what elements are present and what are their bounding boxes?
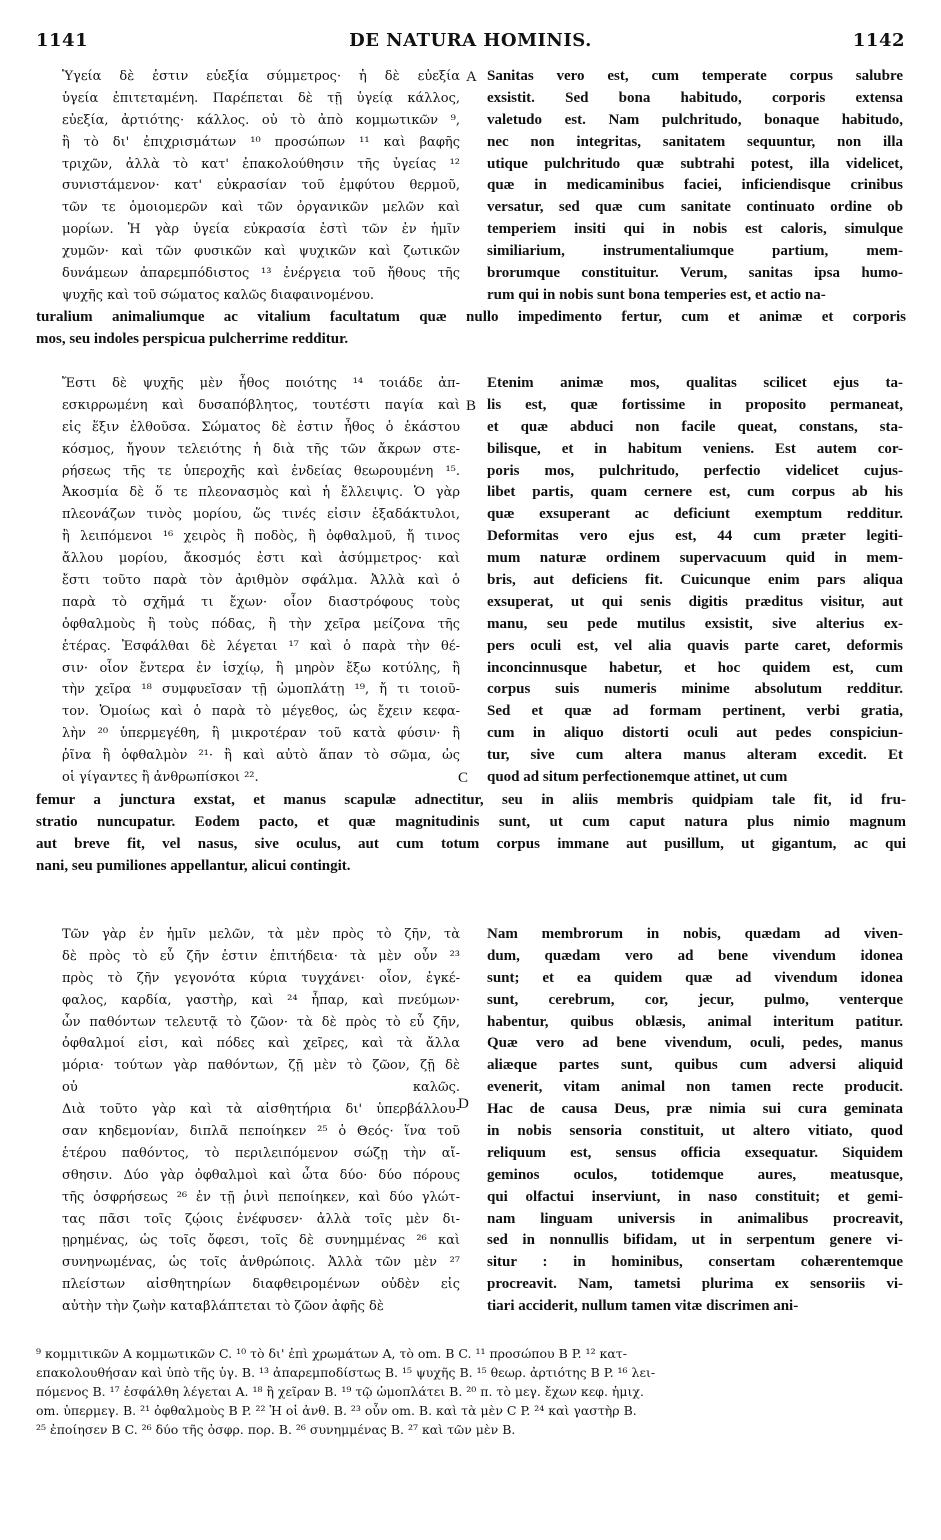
text-line: cum in aliquo distorti oculi aut pedes conspiciun- — [487, 725, 903, 742]
text-line: tur, sive cum altera manus alteram excedit. Et — [487, 747, 903, 764]
text-line: rum qui in nobis sunt bona temperies est, et actio na- — [487, 286, 826, 303]
text-line: sunt, cerebrum, cor, jecur, pulmo, venterque — [487, 991, 903, 1008]
text-line: dum, quædam vero ad bene vivendum idonea — [487, 947, 903, 964]
text-line: εἰς ἕξιν ἐλθοῦσα. Σώματος δὲ ἐστιν ἦθος ὁ ἑκάστου — [62, 419, 460, 435]
text-line: Sed et quæ ad formam pertinent, verbi gratia, — [487, 703, 903, 720]
text-line: ῥῖνα ἢ ὀφθαλμὸν ²¹· ἢ καὶ αὐτὸ ἅπαν τὸ σῶμα, ὡς — [62, 748, 460, 764]
text-line: χυμῶν· καὶ τῶν φυσικῶν καὶ ψυχικῶν καὶ ζωτικῶν — [62, 244, 460, 260]
text-line: συνιστάμενον· κατ' εὐκρασίαν τοῦ ἐμφύτου θερμοῦ, — [62, 178, 460, 194]
text-line: τας πᾶσι τοῖς ζῴοις ἐνέφυσεν· ἀλλὰ τοῖς μὲν δι- — [62, 1211, 460, 1227]
text-line: et quæ abduci non facile queat, constans, sta- — [487, 418, 903, 435]
text-line: δυνάμεων ἀπαρεμπόδιστος ¹³ ἐνέργεια τοῦ ἤθους τῆς — [62, 266, 460, 282]
latin-column-sec3 — [487, 924, 903, 1318]
full-width-sec2 — [36, 790, 906, 878]
greek-column-sec2 — [62, 373, 460, 789]
text-line: ἄλλου μορίου, ἄκοσμός ἐστι καὶ ἀσύμμετρος· καὶ — [62, 551, 460, 567]
text-line: τριχῶν, ἀλλὰ τὸ κατ' ἐπακολούθησιν τῆς ὑγείας ¹² — [62, 156, 460, 172]
text-line: μόρια· τούτων γὰρ παθόντων, ζῇ μὲν τὸ ζῶον, ζῇ δὲ — [62, 1058, 460, 1074]
text-line: Quæ vero ad bene vivendum, oculi, pedes, manus — [487, 1035, 903, 1052]
right-page-number: 1142 — [852, 30, 905, 51]
latin-column-sec2 — [487, 373, 903, 789]
text-line: μορίων. Ἡ γὰρ ὑγεία εὐκρασία ἐστὶ τῶν ἐν ἡμῖν — [62, 222, 460, 238]
text-line: ἢ λειπόμενοι ¹⁶ χειρὸς ἢ ποδὸς, ἢ ὀφθαλμοῦ, ἤ τινος — [62, 529, 460, 545]
text-line: lis est, quæ fortissime in proposito permaneat, — [487, 396, 903, 413]
text-line: exsuperat, ut qui senis digitis præditus visitur, aut — [487, 593, 903, 610]
text-line: bris, aut deficiens fit. Cuicunque enim pars aliqua — [487, 572, 903, 589]
text-line: λὴν ²⁰ ὑπερμεγέθη, ἢ μικροτέραν τοῦ κατὰ φύσιν· ἢ — [62, 726, 460, 742]
text-line: geminos oculos, totidemque aures, meatusque, — [487, 1166, 903, 1183]
text-line: aliæque partes sunt, quibus cum adversi aliquid — [487, 1057, 903, 1074]
footnotes — [36, 1344, 906, 1439]
text-line: σαν κηδεμονίαν, διπλᾶ πεποίηκεν ²⁵ ὁ Θεός· ἵνα τοῦ — [62, 1124, 460, 1140]
text-line: τῆς ὀσφρήσεως ²⁶ ἐν τῇ ῥινὶ πεποίηκεν, καὶ δύο γλώτ- — [62, 1189, 460, 1205]
margin-marker-a: A — [466, 69, 477, 85]
text-line: ἑτέρας. Ἐσφάλθαι δὲ λέγεται ¹⁷ καὶ ὁ παρὰ τὴν θέ- — [62, 638, 460, 654]
text-line: femur a junctura exstat, et manus scapulæ adnectitur, seu in aliis membris quidpiam tale fit, id fru- — [36, 792, 906, 808]
text-line: αὐτὴν τὴν ζωὴν καταβλάπτεται τὸ ζῶον ἀφῆς δὲ — [62, 1299, 384, 1315]
text-line: qui olfactui inserviunt, in naso constituit; et gemi- — [487, 1188, 903, 1205]
text-line: τῶν τε ὁμοιομερῶν καὶ τῶν ὀργανικῶν μελῶν καὶ — [62, 200, 460, 216]
text-line: σθησιν. Δύο γὰρ ὀφθαλμοὶ καὶ ὦτα δύο· δύο πόρους — [62, 1167, 460, 1183]
text-line: Ἔστι δὲ ψυχῆς μὲν ἦθος ποιότης ¹⁴ τοιάδε ἀπ- — [62, 376, 460, 391]
text-line: om. ὑπερμεγ. B. ²¹ ὀφθαλμοὺς B P. ²² Ἡ οἱ ἀνθ. B. ²³ οὖν om. B. καὶ τὰ μὲν C P. ²⁴ καὶ γαστὴρ B. — [36, 1403, 637, 1418]
text-line: quæ in medicaminibus faciei, inficiendisque crinibus — [487, 177, 903, 194]
text-line: similiarium, instrumentaliumque partium, mem- — [487, 243, 903, 260]
text-line: ἢ τὸ δι' ἐπιχρισμάτων ¹⁰ προσώπων ¹¹ καὶ βαφῆς — [62, 134, 460, 150]
text-line: ὀφθαλμοὺς ἢ τοὺς πόδας, ἢ τὴν χεῖρα μείζονα τῆς — [62, 616, 460, 632]
text-line: πλεονάζων τινὸς μορίου, ὥς τινές εἰσιν ἑξαδάκτυλοι, — [62, 507, 460, 523]
text-line: Deformitas vero ejus est, 44 cum præter legiti- — [487, 528, 903, 545]
text-line: εσκιρρωμένη καὶ δυσαπόβλητος, τουτέστι παγία καὶ — [62, 397, 460, 413]
text-line: aut breve fit, vel nasus, sive oculus, aut cum totum corpus immane aut pusillum, ut gigantum, ac qui — [36, 835, 906, 852]
text-line: ²⁵ ἐποίησεν B C. ²⁶ δύο τῆς ὀσφρ. πορ. B. ²⁶ συνημμένας B. ²⁷ καὶ τῶν μὲν B. — [36, 1422, 516, 1437]
greek-column-sec1 — [62, 66, 460, 307]
text-line: Sanitas vero est, cum temperate corpus salubre — [487, 68, 903, 84]
text-line: κόσμος, ἤγουν τελειότης ἡ διὰ τῆς τῶν ἄκρων στε- — [62, 441, 460, 457]
text-line: ἑτέρου παθόντος, τὸ περιλειπόμενον σώζῃ τὴν αἴ- — [62, 1145, 460, 1161]
left-page-number: 1141 — [36, 30, 89, 51]
text-line: manu, seu pede mutilus exsistit, sive alterius ex- — [487, 615, 903, 632]
text-line: Ἀκοσμία δὲ ὅ τε πλεονασμὸς καὶ ἡ ἔλλειψις. Ὁ γὰρ — [62, 485, 460, 501]
text-line: habentur, quibus oblæsis, animal interitum patitur. — [487, 1013, 903, 1030]
text-line: παρὰ τὸ σχῆμά τι ἔχων· οἷον διαστρόφους τοὺς — [62, 594, 460, 610]
text-line: δὲ πρὸς τὸ εὖ ζῆν ἐστιν ἐπιτήδεια· τὰ μὲν οὖν ²³ — [62, 948, 460, 964]
text-line: tiari acciderit, nullum tamen vitæ discrimen ani- — [487, 1298, 799, 1315]
text-line: turalium animaliumque ac vitalium facultatum quæ nullo impedimento fertur, cum et animæ et corporis — [36, 309, 906, 325]
text-line: reliquum est, sensus officia exsequatur. Siquidem — [487, 1144, 903, 1161]
text-line: procreavit. Nam, tametsi plurima ex sensoriis vi- — [487, 1276, 903, 1293]
text-line: ὑγεία ἐπιτεταμένη. Παρέπεται δὲ τῇ ὑγείᾳ κάλλος, — [62, 90, 460, 106]
text-line: stratio nuncupatur. Eodem pacto, et quæ magnitudinis sunt, ut cum caput natura plus nimio magnum — [36, 813, 906, 830]
text-line: Etenim animæ mos, qualitas scilicet ejus ta- — [487, 375, 903, 391]
text-line: poris mos, pulchritudo, perfectio videlicet cujus- — [487, 462, 903, 479]
text-line: brorumque constituitur. Verum, sanitas ipsa humo- — [487, 265, 903, 282]
text-line: εὐεξία, ἀρτιότης· κάλλος. οὐ τὸ ἀπὸ κομμωτικῶν ⁹, — [62, 112, 460, 128]
text-line: situr : in hominibus, consertam cohærentemque — [487, 1254, 903, 1271]
text-line: πρὸς τὸ ζῆν γεγονότα κύρια τυγχάνει· οἷον, ἐγκέ- — [62, 970, 460, 986]
text-line: Τῶν γὰρ ἐν ἡμῖν μελῶν, τὰ μὲν πρὸς τὸ ζῆν, τὰ — [62, 927, 460, 942]
text-line: φαλος, καρδία, γαστὴρ, καὶ ²⁴ ἧπαρ, καὶ πνεύμων· — [62, 992, 460, 1008]
text-line: Διὰ τοῦτο γὰρ καὶ τὰ αἰσθητήρια δι' ὑπερβάλλου- — [62, 1102, 460, 1118]
text-line: exsistit. Sed bona habitudo, corporis extensa — [487, 89, 903, 106]
margin-marker-d: D — [458, 1096, 469, 1112]
text-line: in nobis sensoria constituit, ut altero vitiato, quod — [487, 1123, 903, 1140]
running-title: DE NATURA HOMINIS. — [349, 30, 592, 51]
text-line: σιν· οἷον ἔντερα ἐν ἰσχίῳ, ἢ μηρὸν ἔξω κοτύλης, ἢ — [62, 660, 460, 676]
text-line: ῃρημένας, ὡς τοῖς ὄφεσι, τοῖς δὲ συνημμένας ²⁶ καὶ — [62, 1233, 460, 1249]
text-line: evenerit, vitam animal non tamen recte producit. — [487, 1079, 903, 1096]
margin-marker-c: C — [458, 770, 469, 786]
text-line: valetudo est. Nam pulchritudo, bonaque habitudo, — [487, 111, 903, 128]
text-line: utique pulchritudo quæ subtrahi potest, illa videlicet, — [487, 155, 903, 172]
text-line: ὀφθαλμοί εἰσι, καὶ πόδες καὶ χεῖρες, καὶ τὰ ἄλλα — [62, 1036, 460, 1052]
text-line: τον. Ὁμοίως καὶ ὁ παρὰ τὸ μέγεθος, ὡς ἔχειν κεφα- — [62, 704, 460, 720]
text-line: bilisque, et in habitum veniens. Est autem cor- — [487, 440, 903, 457]
text-line: corpus suis numeris minime absolutum redditur. — [487, 681, 903, 698]
text-line: versatur, sed quæ cum sanitate continuato ordine ob — [487, 199, 903, 216]
text-line: ὧν παθόντων τελευτᾷ τὸ ζῶον· τὰ δὲ πρὸς τὸ εὖ ζῆν, — [62, 1014, 460, 1030]
text-line: ⁹ κομμιτικῶν A κομμωτικῶν C. ¹⁰ τὸ δι' ἐπὶ χρωμάτων A, τὸ om. B C. ¹¹ προσώπου B P. ¹² κατ- — [36, 1346, 627, 1361]
text-line: ρήσεως τῆς τε ὑπεροχῆς καὶ ἐνδείας θεωρουμένη ¹⁵. — [62, 463, 460, 479]
text-line: τὴν χεῖρα ¹⁸ συμφυεῖσαν τῇ ὠμοπλάτῃ ¹⁹, ἤ τι τοιοῦ- — [62, 682, 460, 698]
text-line: οἱ γίγαντες ἢ ἀνθρωπίσκοι ²². — [62, 770, 259, 786]
text-line: pers oculi est, vel alia quavis parte caret, deformis — [487, 637, 903, 654]
text-line: mos, seu indoles perspicua pulcherrime redditur. — [36, 330, 349, 347]
text-line: οὐ καλῶς. — [62, 1080, 460, 1096]
text-line: επακολουθήσαν καὶ ὑπὸ τῆς ὑγ. B. ¹³ ἀπαρεμποδίστως B. ¹⁵ ψυχῆς B. ¹⁵ θεωρ. ἀρτιότης B P. ¹⁶ λει- — [36, 1365, 656, 1380]
text-line: temperiem insiti qui in nobis est caloris, simulque — [487, 221, 903, 238]
text-line: inconcinnusque habetur, et hoc quidem est, cum — [487, 659, 903, 676]
text-line: πόμενος B. ¹⁷ ἐσφάλθη λέγεται A. ¹⁸ ἢ χεῖραν B. ¹⁹ τῷ ὠμοπλάτει B. ²⁰ π. τὸ μεγ. ἔχων κεφ. ἡμιχ. — [36, 1384, 644, 1399]
text-line: ψυχῆς καὶ τοῦ σώματος καλῶς διαφαινομένου. — [62, 287, 375, 303]
text-line: συνηνωμένας, ὡς τοῖς ἀνθρώποις. Ἀλλὰ τῶν μὲν ²⁷ — [62, 1255, 460, 1271]
text-line: nec non integritas, sanitatem sequuntur, non illa — [487, 133, 903, 150]
text-line: ἔστι τοῦτο παρὰ τὸν ἀριθμὸν σφάλμα. Ἀλλὰ καὶ ὁ — [62, 573, 460, 589]
text-line: quæ exsuperant ac deficiunt exemptum redditur. — [487, 506, 903, 523]
text-line: nam linguam universis in animalibus procreavit, — [487, 1210, 903, 1227]
latin-column-sec1 — [487, 66, 903, 307]
text-line: Hac de causa Deus, præ nimia sui cura geminata — [487, 1101, 903, 1118]
full-width-sec1 — [36, 307, 906, 351]
text-line: libet partis, quam cernere est, cum corpus ab his — [487, 484, 903, 501]
text-line: Nam membrorum in nobis, quædam ad viven- — [487, 926, 903, 942]
text-line: sunt; et ea quidem quæ ad vivendum idonea — [487, 969, 903, 986]
text-line: Ὑγεία δὲ ἐστιν εὐεξία σύμμετρος· ἡ δὲ εὐεξία — [62, 69, 460, 84]
text-line: sed in nonnullis bifidam, ut in serpentum genere vi- — [487, 1232, 903, 1249]
text-line: πλείστων αἰσθητηρίων διαφθειρομένων οὐδὲν εἰς — [62, 1277, 460, 1293]
footnote-rule — [36, 1338, 906, 1339]
text-line: mum naturæ ordinem supervacuum quid in mem- — [487, 550, 903, 567]
greek-column-sec3 — [62, 924, 460, 1318]
margin-marker-b: B — [466, 398, 477, 414]
text-line: nani, seu pumiliones appellantur, alicui contingit. — [36, 857, 351, 874]
text-line: quod ad situm perfectionemque attinet, ut cum — [487, 769, 788, 786]
